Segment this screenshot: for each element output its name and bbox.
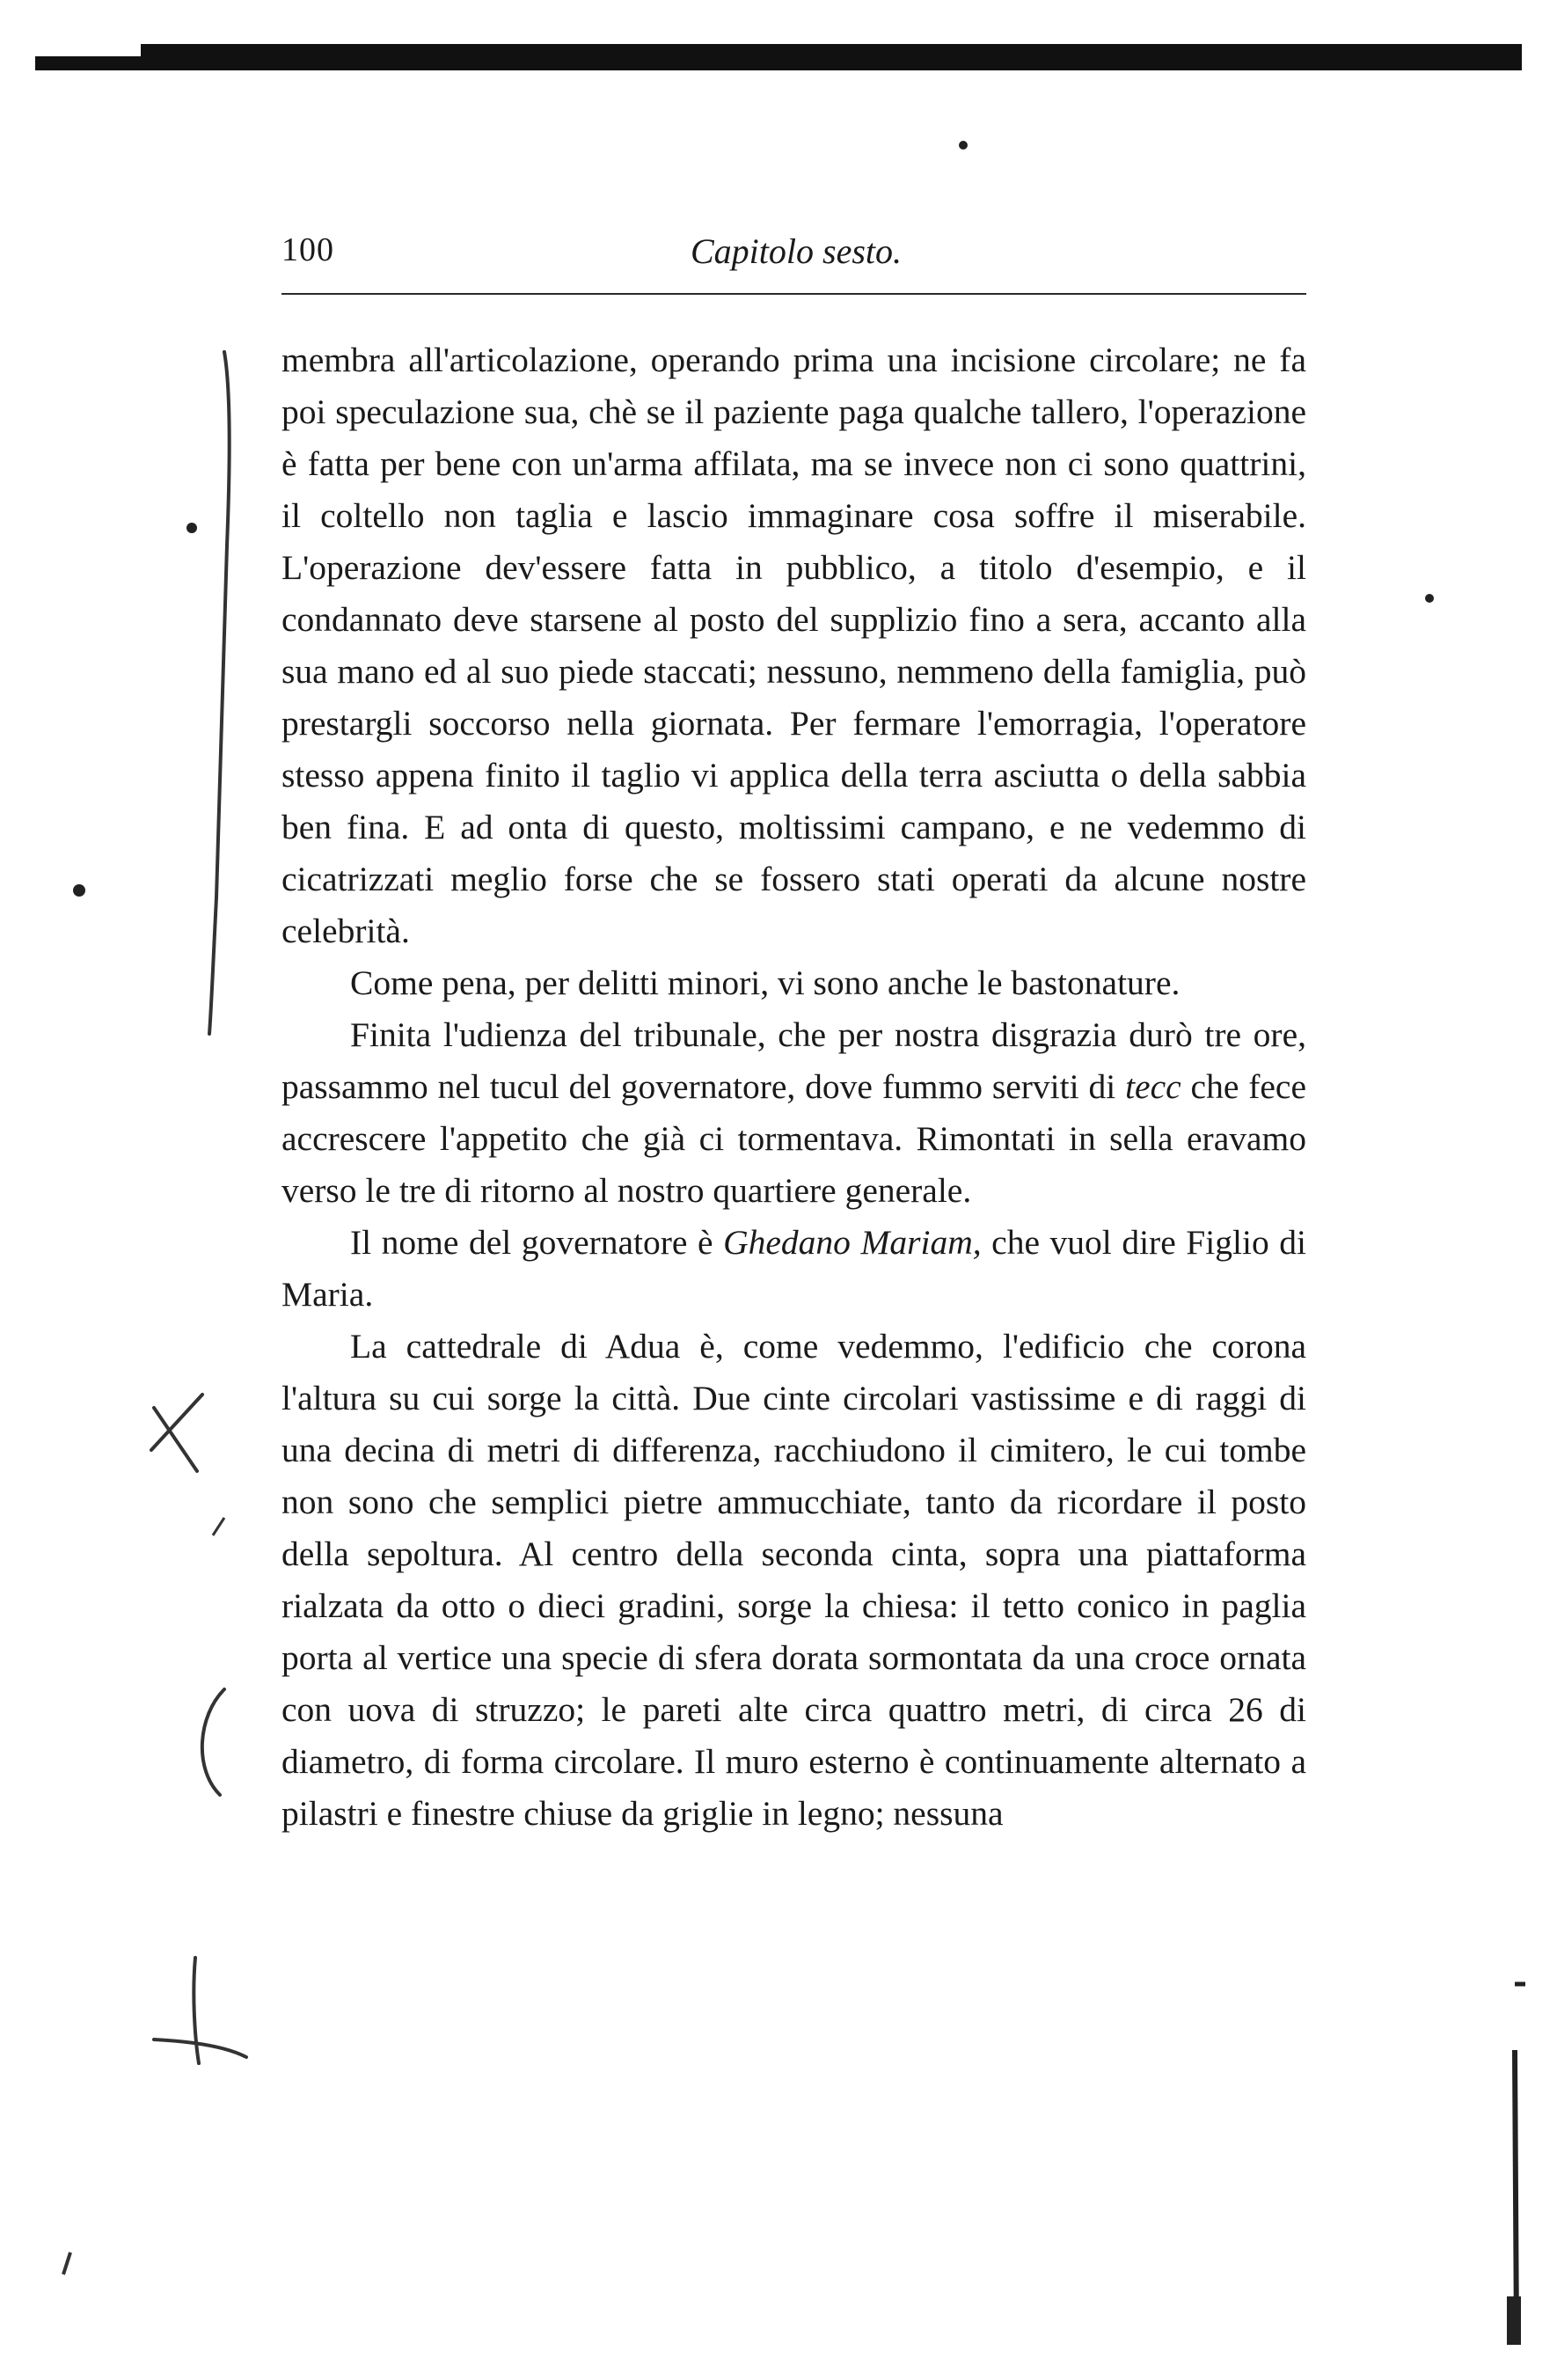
margin-x-mark bbox=[151, 1395, 202, 1471]
paragraph-3-italic: tecc bbox=[1125, 1067, 1181, 1106]
paragraph-4-text-a: Il nome del governatore è bbox=[350, 1223, 724, 1262]
paragraph-3 bbox=[281, 1009, 1306, 1217]
margin-dot-mark-2 bbox=[73, 884, 85, 897]
margin-tick-mark bbox=[213, 1518, 224, 1535]
top-scan-bar bbox=[35, 44, 1522, 70]
margin-slash-mark bbox=[63, 2252, 70, 2274]
body-text bbox=[281, 334, 1306, 1840]
page-number: 100 bbox=[281, 231, 334, 268]
margin-cross-mark bbox=[154, 1958, 246, 2063]
right-edge-block-mark bbox=[1507, 2296, 1521, 2345]
paragraph-1: membra all'articolazione, operando prima una incisione circolare; ne fa poi speculazione sua, chè se il paziente paga qualche tallero, l'operazione è fatta per bene con un'arma affilata, ma se invece non ci sono quattrini, il coltello non taglia e lascio immaginare cosa soffre il miserabile. L'operazione dev'essere fatta in pubblico, a titolo d'esempio, e il condannato deve starsene al posto del supplizio fino a sera, accanto alla sua mano ed al suo piede staccati; nessuno, nemmeno della famiglia, può prestargli soccorso nella giornata. Per fermare l'emorragia, l'operatore stesso appena finito il taglio vi applica della terra asciutta o della sabbia ben fina. E ad onta di questo, moltissimi campano, e ne vedemmo di cicatrizzati meglio forse che se fossero stati operati da alcune nostre celebrità. bbox=[281, 341, 1306, 950]
header-rule bbox=[281, 293, 1306, 295]
paragraph-4-text-b: che vuol dire Figlio di Maria. bbox=[281, 1223, 1306, 1314]
margin-dot-mark-3 bbox=[1425, 594, 1434, 603]
margin-dot-mark-4 bbox=[959, 141, 968, 150]
margin-vertical-line-mark bbox=[209, 352, 230, 1034]
top-scan-bar-notch bbox=[35, 44, 141, 56]
margin-paren-mark bbox=[202, 1689, 224, 1795]
paragraph-2: Come pena, per delitti minori, vi sono anche le bastonature. bbox=[350, 963, 1181, 1002]
paragraph-3-text-a: Finita l'udienza del tribunale, che per nostra disgrazia durò tre ore, passammo nel tucul del governatore, dove fummo serviti di bbox=[281, 1015, 1306, 1106]
running-title: Capitolo sesto. bbox=[691, 231, 903, 271]
margin-dot-mark bbox=[186, 523, 197, 533]
page-header bbox=[281, 231, 1306, 283]
paragraph-4 bbox=[281, 1217, 1306, 1321]
paragraph-3-text-b: che fece accrescere l'appetito che già ci tormentava. Rimontati in sella eravamo verso le tre di ritorno al nostro quartiere generale. bbox=[281, 1067, 1306, 1210]
paragraph-4-italic: Ghedano Mariam, bbox=[723, 1223, 982, 1262]
paragraph-5: La cattedrale di Adua è, come vedemmo, l'edificio che corona l'altura su cui sorge la città. Due cinte circolari vastissime e di raggi di una decina di metri di differenza, racchiudono il cimitero, le cui tombe non sono che semplici pietre ammucchiate, tanto da ricordare il posto della sepoltura. Al centro della seconda cinta, sopra una piattaforma rialzata da otto o dieci gradini, sorge la chiesa: il tetto conico in paglia porta al vertice una specie di sfera dorata sormontata da una croce ornata con uova di struzzo; le pareti alte circa quattro metri, di circa 26 di diametro, di forma circolare. Il muro esterno è continuamente alternato a pilastri e finestre chiuse da griglie in legno; nessuna bbox=[281, 1327, 1306, 1833]
right-edge-bar-mark bbox=[1515, 2050, 1517, 2340]
